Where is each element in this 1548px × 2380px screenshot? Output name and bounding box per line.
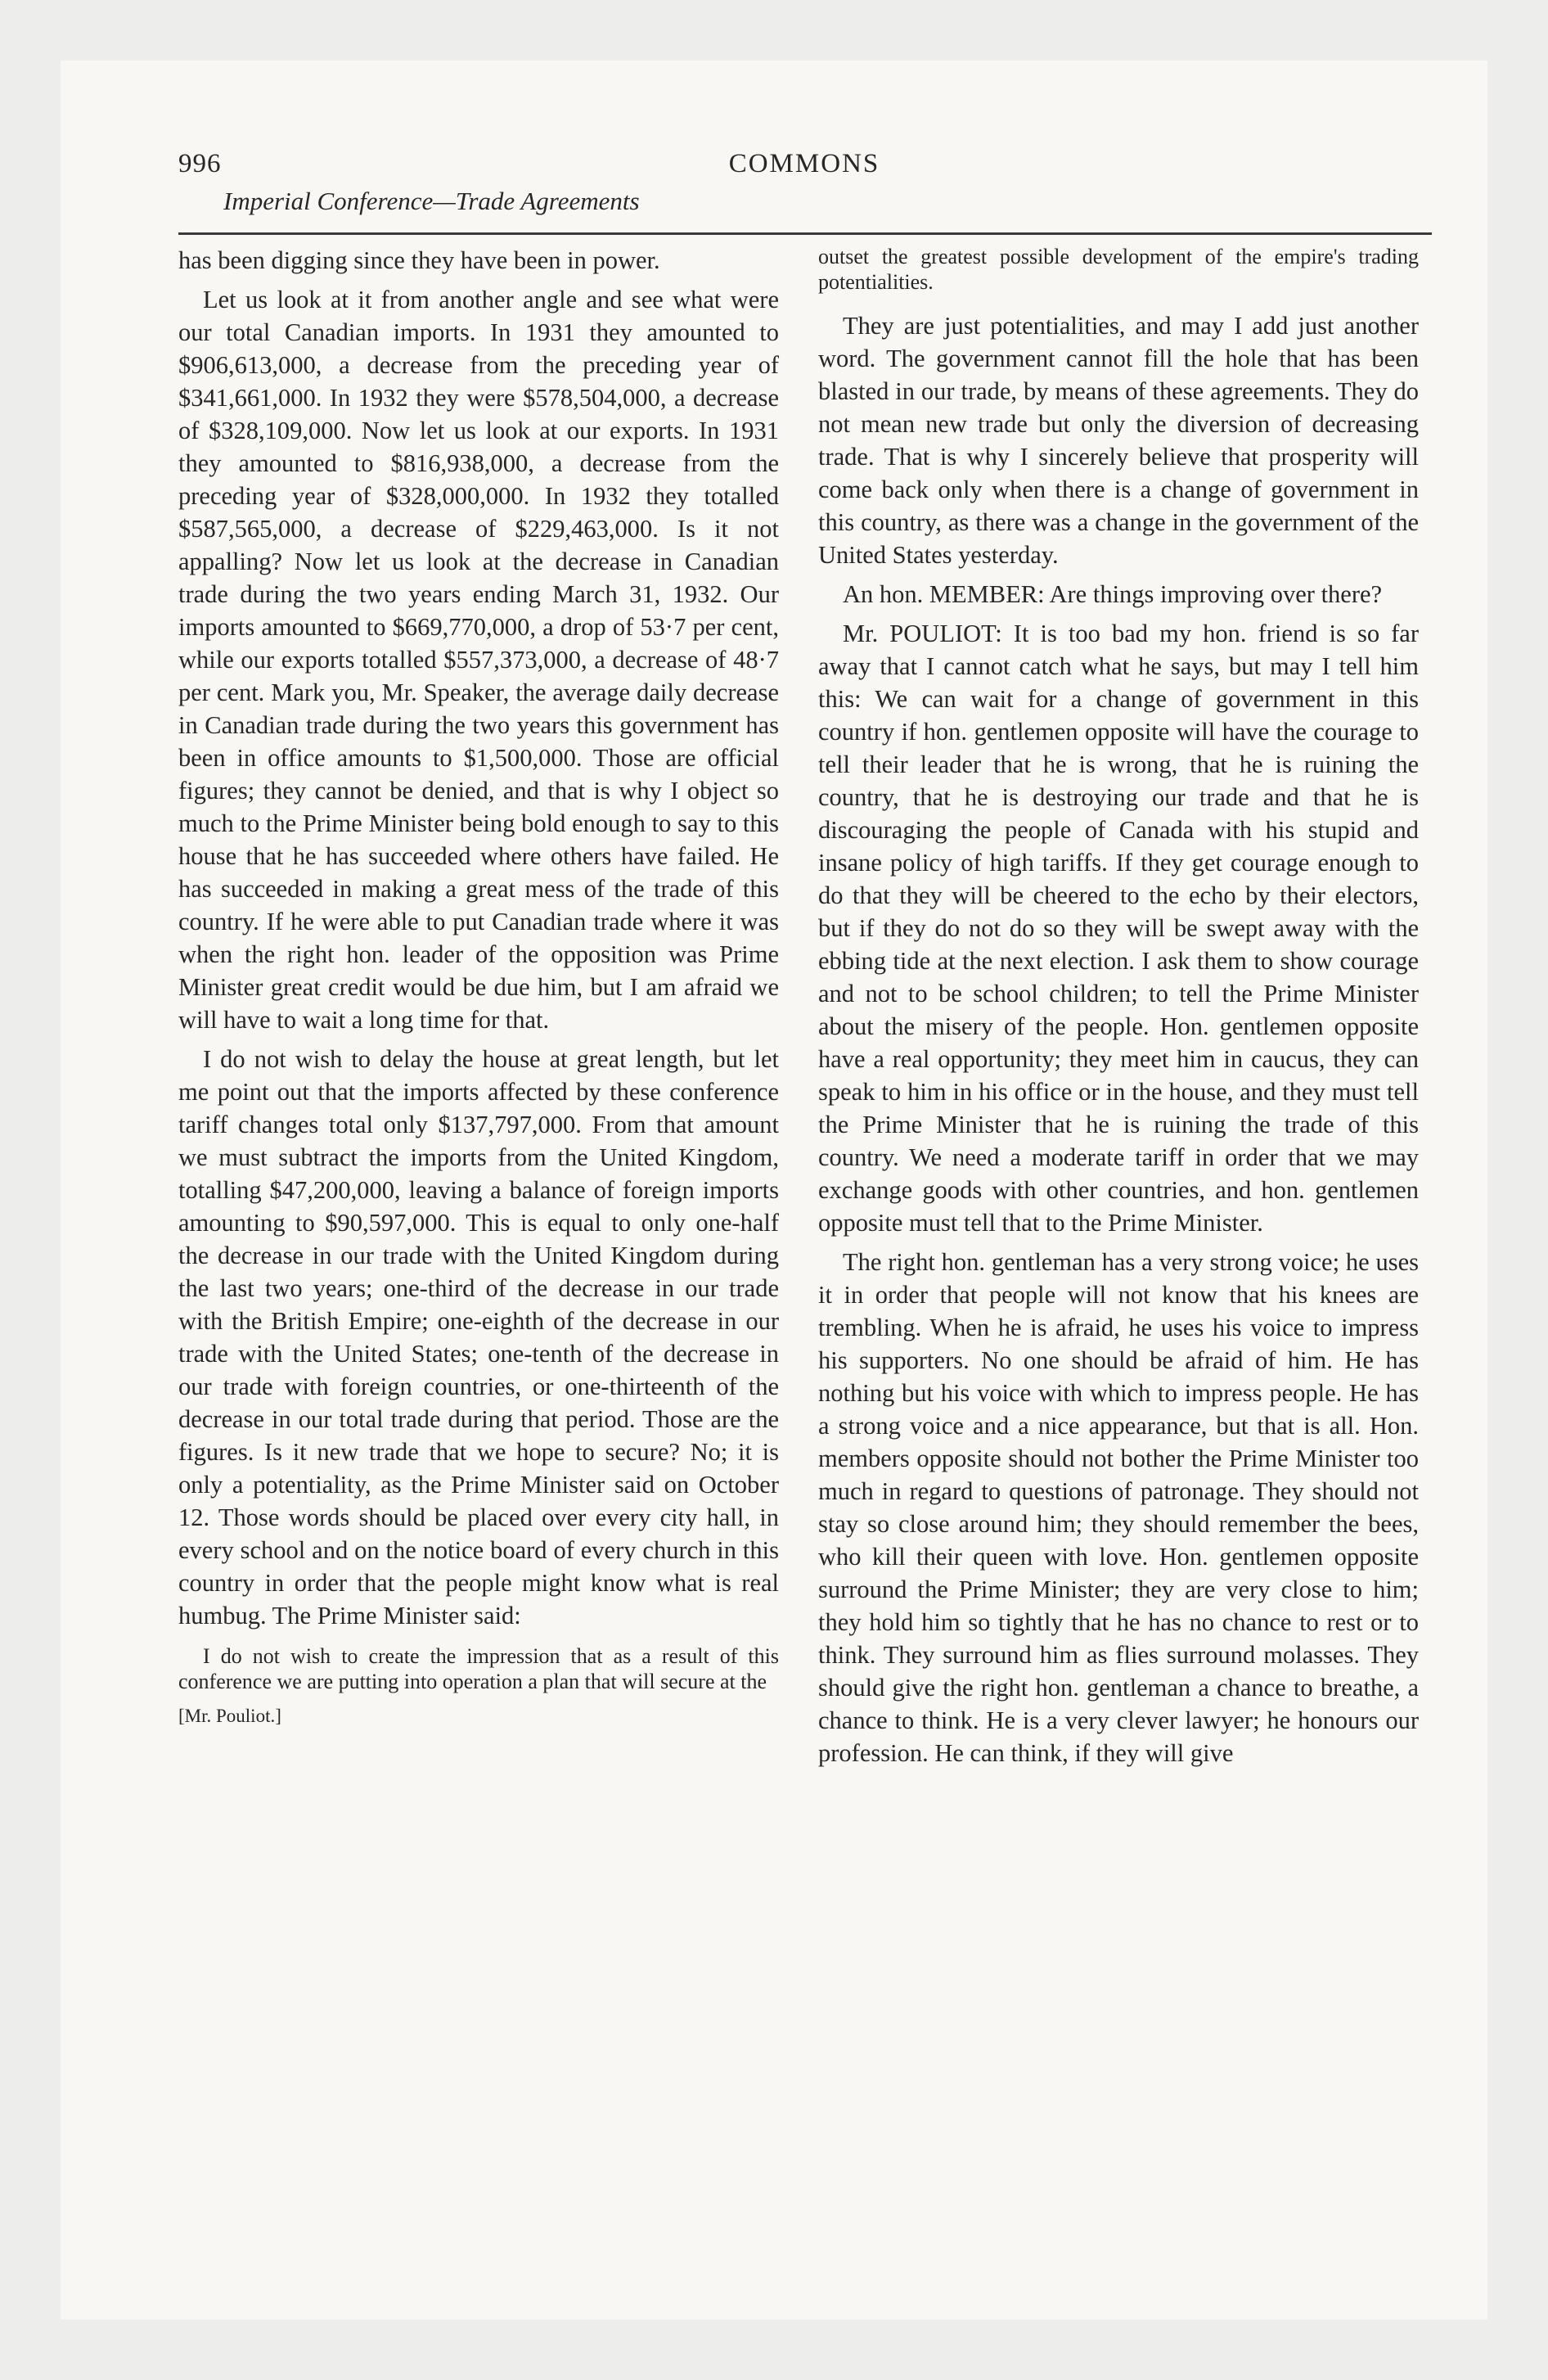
header-title: COMMONS <box>728 149 880 178</box>
paragraph-potentialities: They are just potentialities, and may I add just another word. The government cannot fill the hole that has been blasted in our trade, by means of these agreements. They do not mean new trade but only the diversion of decreasing trade. That is why I sincerely believe that prosperity will come back only when there is a change of government in this country, as there was a change in the government of the United States yesterday. <box>818 312 1419 569</box>
header-subtitle: Imperial Conference—Trade Agreements <box>223 187 640 215</box>
right-column <box>818 244 1419 1776</box>
speaker-note: [Mr. Pouliot.] <box>178 1706 281 1726</box>
left-column <box>178 244 779 1729</box>
header-rule <box>178 232 1432 235</box>
paragraph-trade-figures: Let us look at it from another angle and see what were our total Canadian imports. In 1931 they amounted to $906,613,000, a decrease from the preceding year of $341,661,000. In 1932 they were $578,504,000, a decrease of $328,109,000. Now let us look at our exports. In 1931 they amounted to $816,938,000, a decrease from the preceding year of $328,000,000. In 1932 they totalled $587,565,000, a decrease of $229,463,000. Is it not appalling? Now let us look at the decrease in Canadian trade during the two years ending March 31, 1932. Our imports amounted to $669,770,000, a drop of 53·7 per cent, while our exports totalled $557,373,000, a decrease of 48·7 per cent. Mark you, Mr. Speaker, the average daily decrease in Canadian trade during the two years this government has been in office amounts to $1,500,000. Those are official figures; they cannot be denied, and that is why I object so much to the Prime Minister being bold enough to say to this house that he has succeeded where others have failed. He has succeeded in making a great mess of the trade of this country. If he were able to put Canadian trade where it was when the right hon. leader of the opposition was Prime Minister great credit would be due him, but I am afraid we will have to wait a long time for that. <box>178 286 779 1034</box>
page-number: 996 <box>178 149 222 178</box>
paragraph-pouliot-reply: Mr. POULIOT: It is too bad my hon. friend is so far away that I cannot catch what he says, but may I tell him this: We can wait for a change of government in this country if hon. gentlemen opposite will have the courage to tell their leader that he is wrong, that he is ruining the country, that he is destroying our trade and that he is discouraging the people of Canada with his stupid and insane policy of high tariffs. If they get courage enough to do that they will be cheered to the echo by their electors, but if they do not do so they will be swept away with the ebbing tide at the next election. I ask them to show courage and not to be school children; to tell the Prime Minister about the misery of the people. Hon. gentlemen opposite have a real opportunity; they meet him in caucus, they can speak to him in his office or in the house, and they must tell the Prime Minister that he is ruining the trade of this country. We need a moderate tariff in order that we may exchange goods with other countries, and hon. gentlemen opposite must tell that to the Prime Minister. <box>818 620 1419 1237</box>
running-head <box>178 149 1430 215</box>
quotation-prime-minister: I do not wish to create the impression that as a result of this conference we are putting into operation a plan that will secure at the <box>178 1644 779 1693</box>
quotation-continuation: outset the greatest possible development of the empire's trading potentialities. <box>818 245 1419 294</box>
paragraph-strong-voice: The right hon. gentleman has a very strong voice; he uses it in order that people will not know that his knees are trembling. When he is afraid, he uses his voice to impress his supporters. No one should be afraid of him. He has nothing but his voice with which to impress people. He has a strong voice and a nice appearance, but that is all. Hon. members opposite should not bother the Prime Minister too much in regard to questions of patronage. They should not stay so close around him; they should remember the bees, who kill their queen with love. Hon. gentlemen opposite surround the Prime Minister; they are very close to him; they hold him so tightly that he has no chance to rest or to think. They surround him as flies surround molasses. They should give the right hon. gentleman a chance to breathe, a chance to think. He is a very clever lawyer; he honours our profession. He can think, if they will give <box>818 1248 1419 1767</box>
paragraph-continuation: has been digging since they have been in power. <box>178 246 660 274</box>
paragraph-member-interjection: An hon. MEMBER: Are things improving over there? <box>843 580 1383 608</box>
paragraph-conference-imports: I do not wish to delay the house at great length, but let me point out that the imports affected by these conference tariff changes total only $137,797,000. From that amount we must subtract the imports from the United Kingdom, totalling $47,200,000, leaving a balance of foreign imports amounting to $90,597,000. This is equal to only one-half the decrease in our trade with the United Kingdom during the last two years; one-third of the decrease in our trade with the British Empire; one-eighth of the decrease in our trade with the United States; one-tenth of the decrease in our trade with foreign countries, or one-thirteenth of the decrease in our total trade during that period. Those are the figures. Is it new trade that we hope to secure? No; it is only a potentiality, as the Prime Minister said on October 12. Those words should be placed over every city hall, in every school and on the notice board of every church in this country in order that the people might know what is real humbug. The Prime Minister said: <box>178 1045 779 1629</box>
